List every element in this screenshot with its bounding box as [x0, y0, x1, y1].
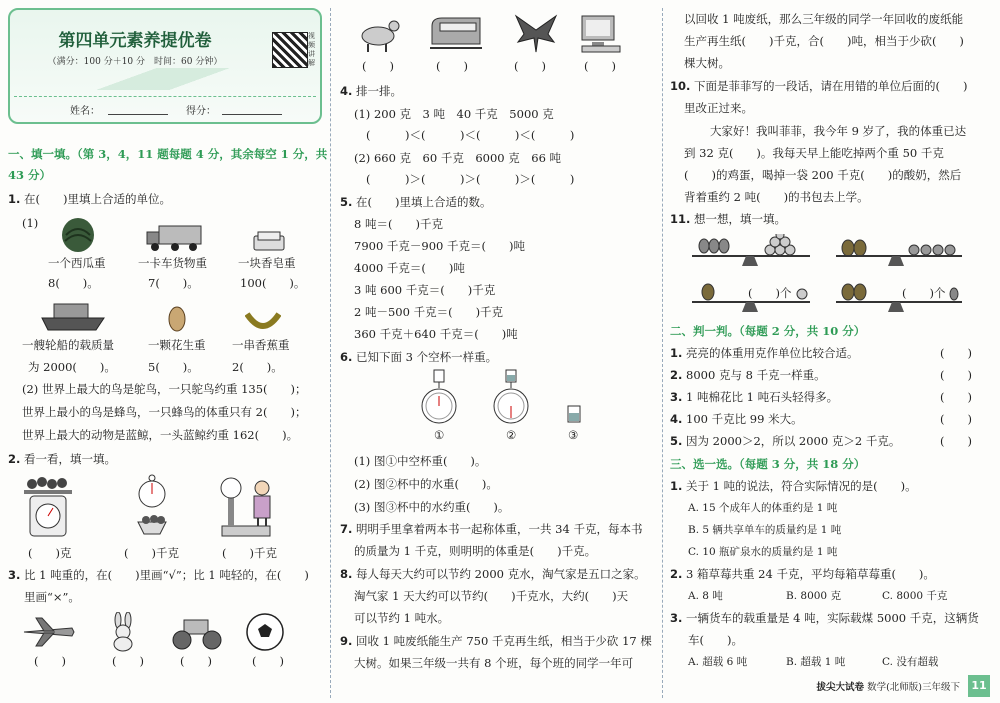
mountain-decoration: [10, 68, 316, 90]
q2-answer-2[interactable]: ( )千克: [124, 546, 179, 560]
column-divider-1: [330, 8, 331, 698]
question-10: 10. 下面是菲菲写的一段话，请在用错的单位后面的( ): [670, 79, 968, 93]
question-2: 2. 看一看，填一填。: [8, 452, 117, 466]
question-3: 3. 比 1 吨重的，在( )里画“√”；比 1 吨轻的，在( ): [8, 568, 309, 582]
name-score-bar: [14, 96, 316, 119]
question-3-cont: 里画“×”。: [24, 590, 80, 604]
question-6-2[interactable]: (2) 图②杯中的水重( )。: [354, 477, 498, 491]
half-water-cup-icon: [566, 404, 584, 426]
question-8-cont[interactable]: 淘气家 1 天大约可以节约( )千克水，大约( )天: [354, 589, 629, 603]
q5-line-2[interactable]: 7900 千克－900 千克＝( )吨: [354, 239, 525, 253]
figure-label-2: ②: [506, 428, 517, 442]
question-10-passage-1: 大家好！我叫菲菲，我今年 9 岁了，我的体重已达: [710, 124, 967, 138]
watermelon-icon: [58, 215, 98, 255]
item-truck-label: 一卡车货物重: [138, 256, 207, 270]
airplane-icon: [22, 614, 76, 648]
item-ship-answer[interactable]: 为 2000( )。: [28, 360, 116, 374]
question-7-cont[interactable]: 的质量为 1 千克，则明明的体重是( )千克。: [354, 544, 597, 558]
hanging-scale-icon: [128, 474, 176, 540]
exam-header: [8, 8, 322, 124]
question-10-passage-4[interactable]: 背着重约 2 吨( )的书包去上学。: [684, 190, 869, 204]
computer-icon: [578, 14, 624, 54]
q5-line-6[interactable]: 360 千克＋640 千克＝( )吨: [354, 327, 518, 341]
name-label: 姓名：: [70, 106, 100, 117]
q5-line-3[interactable]: 4000 千克＝( )吨: [354, 261, 465, 275]
question-4: 4. 排一排。: [340, 84, 403, 98]
question-6-3[interactable]: (3) 图③杯中的水约重( )。: [354, 500, 510, 514]
item-watermelon-answer[interactable]: 8( )。: [48, 276, 99, 290]
question-1: 1. 在( )里填上合适的单位。: [8, 192, 172, 206]
question-9-cont4: 棵大树。: [684, 56, 730, 70]
judge-4-answer[interactable]: ( ): [940, 412, 972, 426]
judge-5-answer[interactable]: ( ): [940, 434, 972, 448]
judge-2: 2. 8000 克与 8 千克一样重。: [670, 368, 826, 382]
item-ship-label: 一艘轮船的载质量: [22, 338, 114, 352]
question-9-cont2: 以回收 1 吨废纸，那么三年级的同学一年回收的废纸能: [684, 12, 964, 26]
judge-1-answer[interactable]: ( ): [940, 346, 972, 360]
figure-label-1: ①: [434, 428, 445, 442]
banana-icon: [245, 308, 281, 332]
choice-1-option-b[interactable]: B. 5 辆共享单车的质量约是 1 吨: [688, 524, 842, 536]
score-label: 得分：: [186, 106, 216, 117]
question-6: 6. 已知下面 3 个空杯一样重。: [340, 350, 498, 364]
question-4-1: (1) 200 克 3 吨 40 千克 5000 克: [354, 107, 554, 121]
item-peanut-answer[interactable]: 5( )。: [148, 360, 199, 374]
question-1-part-2b: 世界上最小的鸟是蜂鸟，一只蜂鸟的体重只有 2( )；: [22, 405, 307, 419]
scale-fruit-icon: [20, 474, 76, 540]
page-title: 第四单元素养提优卷: [58, 31, 212, 51]
col2-top-answer-3[interactable]: ( ): [514, 59, 546, 73]
train-icon: [428, 14, 484, 52]
qr-label: 视频讲解: [308, 32, 315, 67]
footer-text: 数学(北师版)三年级下: [867, 682, 960, 693]
q3-answer-ball[interactable]: ( ): [252, 654, 284, 668]
q3-answer-roller[interactable]: ( ): [180, 654, 212, 668]
question-10-passage-3[interactable]: ( )的鸡蛋，喝掉一袋 200 千克( )的酸奶，然后: [684, 168, 962, 182]
judge-5: 5. 因为 2000＞2，所以 2000 克＞2 千克。: [670, 434, 901, 448]
question-6-1[interactable]: (1) 图①中空杯重( )。: [354, 454, 487, 468]
choice-3-option-b[interactable]: B. 超载 1 吨: [786, 656, 846, 668]
ship-icon: [40, 300, 106, 334]
name-field[interactable]: [108, 102, 168, 115]
q11-answer-1[interactable]: ( )个: [748, 286, 792, 300]
question-10-passage-2[interactable]: 到 32 克( )。我每天早上能吃掉两个重 50 千克: [684, 146, 944, 160]
column-left: [0, 0, 330, 703]
choice-2[interactable]: 2. 3 箱草莓共重 24 千克，平均每箱草莓重( )。: [670, 567, 935, 581]
col2-top-answer-4[interactable]: ( ): [584, 59, 616, 73]
q3-answer-airplane[interactable]: ( ): [34, 654, 66, 668]
question-1-part-2a: (2) 世界上最大的鸟是鸵鸟，一只鸵鸟约重 135( )；: [22, 382, 307, 396]
judge-1: 1. 亮亮的体重用克作单位比较合适。: [670, 346, 859, 360]
truck-icon: [145, 222, 203, 252]
page-number: 11: [968, 675, 990, 697]
section-3-heading: 三、选一选。（每题 3 分，共 18 分）: [670, 457, 866, 471]
item-banana-label: 一串香蕉重: [232, 338, 290, 352]
judge-2-answer[interactable]: ( ): [940, 368, 972, 382]
column-divider-2: [662, 8, 663, 698]
choice-2-option-a[interactable]: A. 8 吨: [688, 590, 723, 602]
q5-line-4[interactable]: 3 吨 600 千克＝( )千克: [354, 283, 496, 297]
q2-answer-3[interactable]: ( )千克: [222, 546, 277, 560]
judge-3-answer[interactable]: ( ): [940, 390, 972, 404]
choice-3-option-a[interactable]: A. 超载 6 吨: [688, 656, 748, 668]
q5-line-5[interactable]: 2 吨－500 千克＝( )千克: [354, 305, 504, 319]
question-1-part-1: (1): [22, 216, 39, 230]
rabbit-icon: [108, 612, 138, 652]
column-middle: [338, 0, 660, 703]
balance-pears-apples-icon: [690, 234, 812, 268]
page-footer: [817, 679, 960, 693]
section-1-heading: 一、填一填。（第 3，4，11 题每题 4 分，其余每空 1 分，共: [8, 147, 328, 161]
q3-answer-rabbit[interactable]: ( ): [112, 654, 144, 668]
col2-top-answer-1[interactable]: ( ): [362, 59, 394, 73]
section-1-heading-cont: 43 分）: [8, 168, 52, 182]
item-soap-answer[interactable]: 100( )。: [240, 276, 306, 290]
choice-3-option-c[interactable]: C. 没有超载: [882, 656, 939, 668]
question-10-cont: 里改正过来。: [684, 101, 753, 115]
column-right: [668, 0, 1000, 703]
choice-1[interactable]: 1. 关于 1 吨的说法，符合实际情况的是( )。: [670, 479, 917, 493]
q5-line-1[interactable]: 8 吨＝( )千克: [354, 217, 443, 231]
choice-3-cont[interactable]: 车( )。: [688, 633, 743, 647]
score-field[interactable]: [222, 102, 282, 115]
choice-3: 3. 一辆货车的载重量是 4 吨，实际载煤 5000 千克，这辆货: [670, 611, 979, 625]
item-peanut-label: 一颗花生重: [148, 338, 206, 352]
question-9-cont: 大树。如果三年级一共有 8 个班，每个班的同学一年可: [354, 656, 634, 670]
section-2-heading: 二、判一判。（每题 2 分，共 10 分）: [670, 324, 866, 338]
balance-pineapples-plums-icon: [834, 234, 964, 268]
question-8: 8. 每人每天大约可以节约 2000 克水，淘气家是五口之家。: [340, 567, 646, 581]
question-5: 5. 在( )里填上合适的数。: [340, 195, 492, 209]
question-4-1-answer[interactable]: ( )＜( )＜( )＜( ): [366, 128, 575, 142]
road-roller-icon: [170, 614, 224, 650]
judge-3: 3. 1 吨棉花比 1 吨石头轻得多。: [670, 390, 839, 404]
question-8-cont2: 可以节约 1 吨水。: [354, 611, 450, 625]
question-11: 11. 想一想，填一填。: [670, 212, 787, 226]
col2-top-answer-2[interactable]: ( ): [436, 59, 468, 73]
item-soap-label: 一块香皂重: [238, 256, 296, 270]
choice-2-option-c[interactable]: C. 8000 千克: [882, 590, 948, 602]
question-9: 9. 回收 1 吨废纸能生产 750 千克再生纸，相当于少砍 17 棵: [340, 634, 652, 648]
question-9-cont3[interactable]: 生产再生纸( )千克，合( )吨，相当于少砍( ): [684, 34, 964, 48]
question-4-2-answer[interactable]: ( )＞( )＞( )＞( ): [366, 172, 575, 186]
qr-code-icon[interactable]: [272, 32, 308, 68]
choice-2-option-b[interactable]: B. 8000 克: [786, 590, 841, 602]
q2-answer-1[interactable]: ( )克: [28, 546, 72, 560]
scale-empty-cup-icon: [416, 368, 462, 426]
scale-water-cup-icon: [488, 368, 534, 426]
soap-icon: [252, 230, 286, 252]
q11-answer-2[interactable]: ( )个: [902, 286, 946, 300]
choice-1-option-a[interactable]: A. 15 个成年人的体重约是 1 吨: [688, 502, 838, 514]
item-truck-answer[interactable]: 7( )。: [148, 276, 199, 290]
item-banana-answer[interactable]: 2( )。: [232, 360, 283, 374]
goat-icon: [356, 14, 402, 54]
body-scale-icon: [218, 474, 288, 540]
question-7: 7. 明明手里拿着两本书一起称体重，一共 34 千克，每本书: [340, 522, 643, 536]
exam-info: （满分：100 分＋10 分 时间：60 分钟）: [47, 57, 223, 67]
question-1-part-2c: 世界上最大的动物是蓝鲸，一头蓝鲸约重 162( )。: [22, 428, 299, 442]
eagle-icon: [514, 12, 558, 54]
judge-4: 4. 100 千克比 99 米大。: [670, 412, 803, 426]
footer-brand: 拔尖大试卷: [816, 682, 865, 693]
item-watermelon-label: 一个西瓜重: [48, 256, 106, 270]
choice-1-option-c[interactable]: C. 10 瓶矿泉水的质量约是 1 吨: [688, 546, 838, 558]
figure-label-3: ③: [568, 428, 579, 442]
question-4-2: (2) 660 克 60 千克 6000 克 66 吨: [354, 151, 562, 165]
peanut-icon: [165, 305, 189, 333]
soccer-ball-icon: [245, 612, 285, 652]
